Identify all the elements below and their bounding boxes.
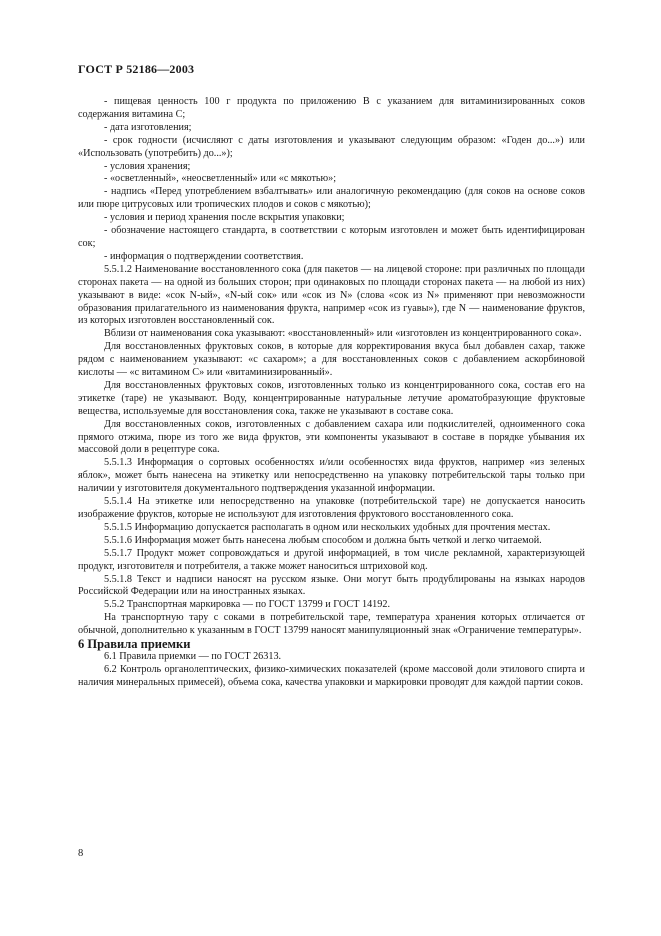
body-paragraph: 5.5.1.6 Информация может быть нанесена любым способом и должна быть четкой и легко читаемой. [104,534,542,546]
body-paragraph: 5.5.1.8 Текст и надписи наносят на русском языке. Они могут быть продублированы на языках народов Российской Федерации или на иностранных языках. [78,573,585,598]
body-paragraph: 5.5.1.4 На этикетке или непосредственно на упаковке (потребительской таре) не допускается наносить изображение фруктов, которые не используют для изготовления фруктового восстановленного сока. [78,496,585,520]
body-paragraph: На транспортную тару с соками в потребительской таре, температура хранения которых отличается от обычной, дополнительно к указанным в ГОСТ 13799 наносят манипуляционный знак «Ограничение температуры». [78,612,585,637]
body-paragraph: 5.5.2 Транспортная маркировка — по ГОСТ 13799 и ГОСТ 14192. [104,599,390,611]
document-body [78,96,585,690]
body-paragraph: - обозначение настоящего стандарта, в соответствии с которым изготовлен и может быть идентифицирован сок; [78,225,585,249]
body-paragraph: - условия хранения; [104,160,191,172]
body-paragraph: 5.5.1.7 Продукт может сопровождаться и другой информацией, в том числе рекламной, характеризующей продукт, изготовителя и потребителя, а также может наноситься штриховой код. [78,547,585,572]
body-paragraph: - «осветленный», «неосветленный» или «с мякотью»; [104,173,337,185]
body-paragraph: 5.5.1.5 Информацию допускается располагать в одном или нескольких удобных для прочтения местах. [104,521,551,533]
body-paragraph: 5.5.1.2 Наименование восстановленного сока (для пакетов — на лицевой стороне: при различных по площади сторонах пакета — на одной из больших сторон; при одинаковых по площади сторонах пакета — на любой из них) указывают в виде: «сок N-ый», «N-ый сок» или «сок из N» (слова «сок из N» применяют при невозможности образования прилагательного из наименования фрукта, например «сок из гуавы»), где N — наименование фруктов, из которых изготовлен восстановленный сок. [78,263,585,327]
body-paragraph: Для восстановленных фруктовых соков, в которые для корректирования вкуса был добавлен сахар, также рядом с наименованием указывают: «с сахаром»; а для восстановленных соков с добавлением аскорбиновой кислоты — «с витамином С» или «витаминизированный». [78,341,585,379]
section-paragraph: 6.2 Контроль органолептических, физико-химических показателей (кроме массовой доли этилового спирта и наличия минеральных примесей), объема сока, качества упаковки и маркировки проводят для каждой партии соков. [78,663,585,688]
body-paragraph: - условия и период хранения после вскрытия упаковки; [104,212,345,224]
body-paragraph: Для восстановленных соков, изготовленных с добавлением сахара или подкислителей, одноименного сока прямого отжима, пюре из того же вида фруктов, эти компоненты указывают в составе в порядке убывания их массовой доли в рецептуре сока. [78,418,585,456]
body-paragraph: - надпись «Перед употреблением взбалтывать» или аналогичную рекомендацию (для соков на основе соков или пюре цитрусовых или тропических плодов и соков с мякотью); [78,186,585,211]
body-paragraph: Для восстановленных фруктовых соков, изготовленных только из концентрированного сока, состав его на этикетке (таре) не указывают. Воду, концентрированные натуральные летучие ароматобразующие фруктовые вещества, используемые для восстановления сока, также не указывают в составе сока. [78,379,585,417]
section-title: 6 Правила приемки [78,637,191,652]
body-paragraph: Вблизи от наименования сока указывают: «восстановленный» или «изготовлен из концентрированного сока». [104,328,582,340]
body-paragraph: 5.5.1.3 Информация о сортовых особенностях и/или особенностях вида фруктов, например «из зеленых яблок», может быть нанесена на этикетку или непосредственно на упаковку потребительской тары только при наличии у изготовителя документального подтверждения указанной информации. [78,457,585,495]
body-paragraph: - дата изготовления; [104,121,192,133]
document-header: ГОСТ Р 52186—2003 [78,62,195,76]
body-paragraph: - срок годности (исчисляют с даты изготовления и указывают следующим образом: «Годен до...») или «Использовать (употребить) до...»); [78,134,585,159]
body-paragraph: - пищевая ценность 100 г продукта по приложению В с указанием для витаминизированных соков содержания витамина С; [78,96,585,120]
page-number: 8 [78,848,84,859]
body-paragraph: - информация о подтверждении соответствия. [104,250,304,262]
section-paragraph: 6.1 Правила приемки — по ГОСТ 26313. [104,650,282,662]
